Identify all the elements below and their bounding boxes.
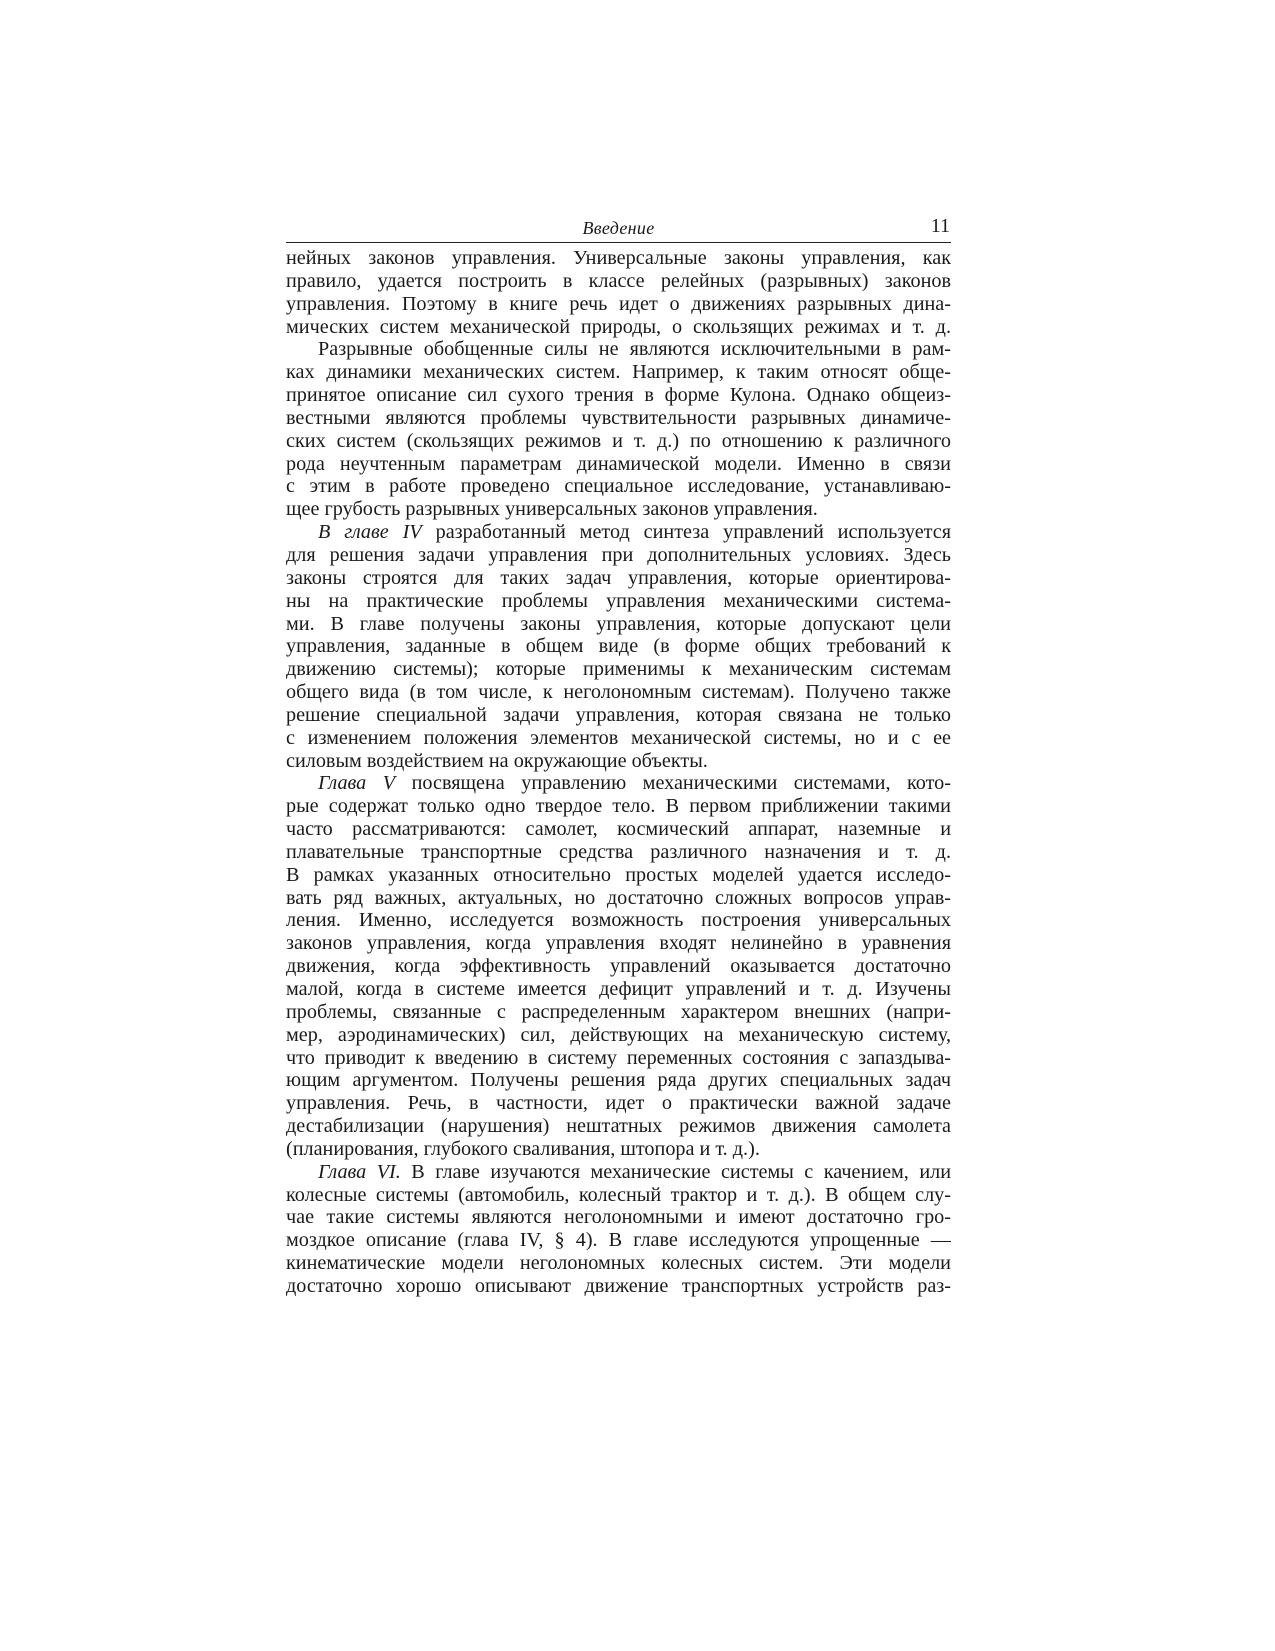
text-line: рода неучтенным параметрам динамической модели. Именно в связи xyxy=(286,452,951,475)
text-line: Разрывные обобщенные силы не являются исключительными в рам- xyxy=(318,338,951,361)
text-line: законов управления, когда управления входят нелинейно в уравнения xyxy=(286,932,951,955)
text-line: движения, когда эффективность управлений оказывается достаточно xyxy=(286,955,951,978)
text-line: дестабилизации (нарушения) нештатных режимов движения самолета xyxy=(286,1115,951,1138)
text-line: правило, удается построить в классе релейных (разрывных) законов xyxy=(286,269,951,292)
paragraph-chapter-6 xyxy=(286,1161,951,1298)
chapter-reference: Глава V xyxy=(318,772,396,795)
text-line: нейных законов управления. Универсальные законы управления, как xyxy=(286,247,951,269)
text-line: управления, заданные в общем виде (в форме общих требований к xyxy=(286,635,951,658)
paragraph-1 xyxy=(286,247,951,338)
text-line: плавательные транспортные средства различного назначения и т. д. xyxy=(286,840,951,863)
book-page xyxy=(286,214,951,1298)
chapter-reference: В главе IV xyxy=(318,521,422,544)
text-line: управления. Поэтому в книге речь идет о движениях разрывных дина- xyxy=(286,292,951,315)
text-line: ских систем (скользящих режимов и т. д.) по отношению к различного xyxy=(286,429,951,452)
paragraph-2 xyxy=(286,338,951,521)
text-line: решение специальной задачи управления, которая связана не только xyxy=(286,703,951,726)
text-line: колесные системы (автомобиль, колесный трактор и т. д.). В общем слу- xyxy=(286,1183,951,1206)
text-line: для решения задачи управления при дополнительных условиях. Здесь xyxy=(286,543,951,566)
text-line: управления. Речь, в частности, идет о практически важной задаче xyxy=(286,1092,951,1115)
text-line: ны на практические проблемы управления механическими система- xyxy=(286,589,951,612)
text-line: с этим в работе проведено специальное исследование, устанавливаю- xyxy=(286,475,951,498)
text-line: вать ряд важных, актуальных, но достаточно сложных вопросов управ- xyxy=(286,886,951,909)
text-line: кинематические модели неголономных колесных систем. Эти модели xyxy=(286,1252,951,1275)
chapter-reference: Глава VI. xyxy=(318,1160,401,1183)
body-text xyxy=(286,247,951,1298)
text-line: вестными являются проблемы чувствительности разрывных динамиче- xyxy=(286,406,951,429)
text-line: ми. В главе получены законы управления, которые допускают цели xyxy=(286,612,951,635)
text-line: моздкое описание (глава IV, § 4). В главе исследуются упрощенные — xyxy=(286,1229,951,1252)
text-line: мических систем механической природы, о скользящих режимах и т. д. xyxy=(286,315,951,338)
text-line: малой, когда в системе имеется дефицит управлений и т. д. Изучены xyxy=(286,978,951,1000)
text-line-lead xyxy=(286,521,951,544)
text-line: что приводит к введению в систему переменных состояния с запаздыва- xyxy=(286,1046,951,1069)
text-line: ющим аргументом. Получены решения ряда других специальных задач xyxy=(286,1069,951,1092)
text-line: щее грубость разрывных универсальных законов управления. xyxy=(286,498,818,521)
text-line: ках динамики механических систем. Например, к таким относят обще- xyxy=(286,361,951,384)
lead-text: посвящена управлению механическими системами, кото- xyxy=(395,772,951,795)
text-line: принятое описание сил сухого трения в форме Кулона. Однако общеиз- xyxy=(286,384,951,407)
text-line: чае такие системы являются неголономными и имеют достаточно гро- xyxy=(286,1206,951,1229)
text-line-lead xyxy=(286,772,951,795)
lead-text: разработанный метод синтеза управлений используется xyxy=(421,521,951,544)
text-line: общего вида (в том числе, к неголономным системам). Получено также xyxy=(286,681,951,704)
paragraph-chapter-4 xyxy=(286,521,951,772)
running-header xyxy=(286,214,951,243)
lead-text: В главе изучаются механические системы с качением, или xyxy=(400,1160,951,1183)
text-line: (планирования, глубокого сваливания, штопора и т. д.). xyxy=(286,1137,760,1160)
text-line: достаточно хорошо описывают движение транспортных устройств раз- xyxy=(286,1274,951,1297)
text-line: мер, аэродинамических) сил, действующих на механическую систему, xyxy=(286,1023,951,1046)
text-line: часто рассматриваются: самолет, космический аппарат, наземные и xyxy=(286,818,951,841)
text-line: В рамках указанных относительно простых моделей удается исследо- xyxy=(286,863,951,886)
text-line: законы строятся для таких задач управления, которые ориентирова- xyxy=(286,566,951,589)
text-line: движению системы); которые применимы к механическим системам xyxy=(286,658,951,681)
paragraph-chapter-5 xyxy=(286,772,951,1160)
text-line: ления. Именно, исследуется возможность построения универсальных xyxy=(286,909,951,932)
text-line: силовым воздействием на окружающие объекты. xyxy=(286,749,708,772)
running-title: Введение xyxy=(582,218,655,238)
text-line: рые содержат только одно твердое тело. В первом приближении такими xyxy=(286,795,951,818)
text-line-lead xyxy=(286,1161,951,1184)
page-number: 11 xyxy=(930,215,950,237)
text-line: с изменением положения элементов механической системы, но и с ее xyxy=(286,726,951,749)
text-line: проблемы, связанные с распределенным характером внешних (напри- xyxy=(286,1000,951,1023)
